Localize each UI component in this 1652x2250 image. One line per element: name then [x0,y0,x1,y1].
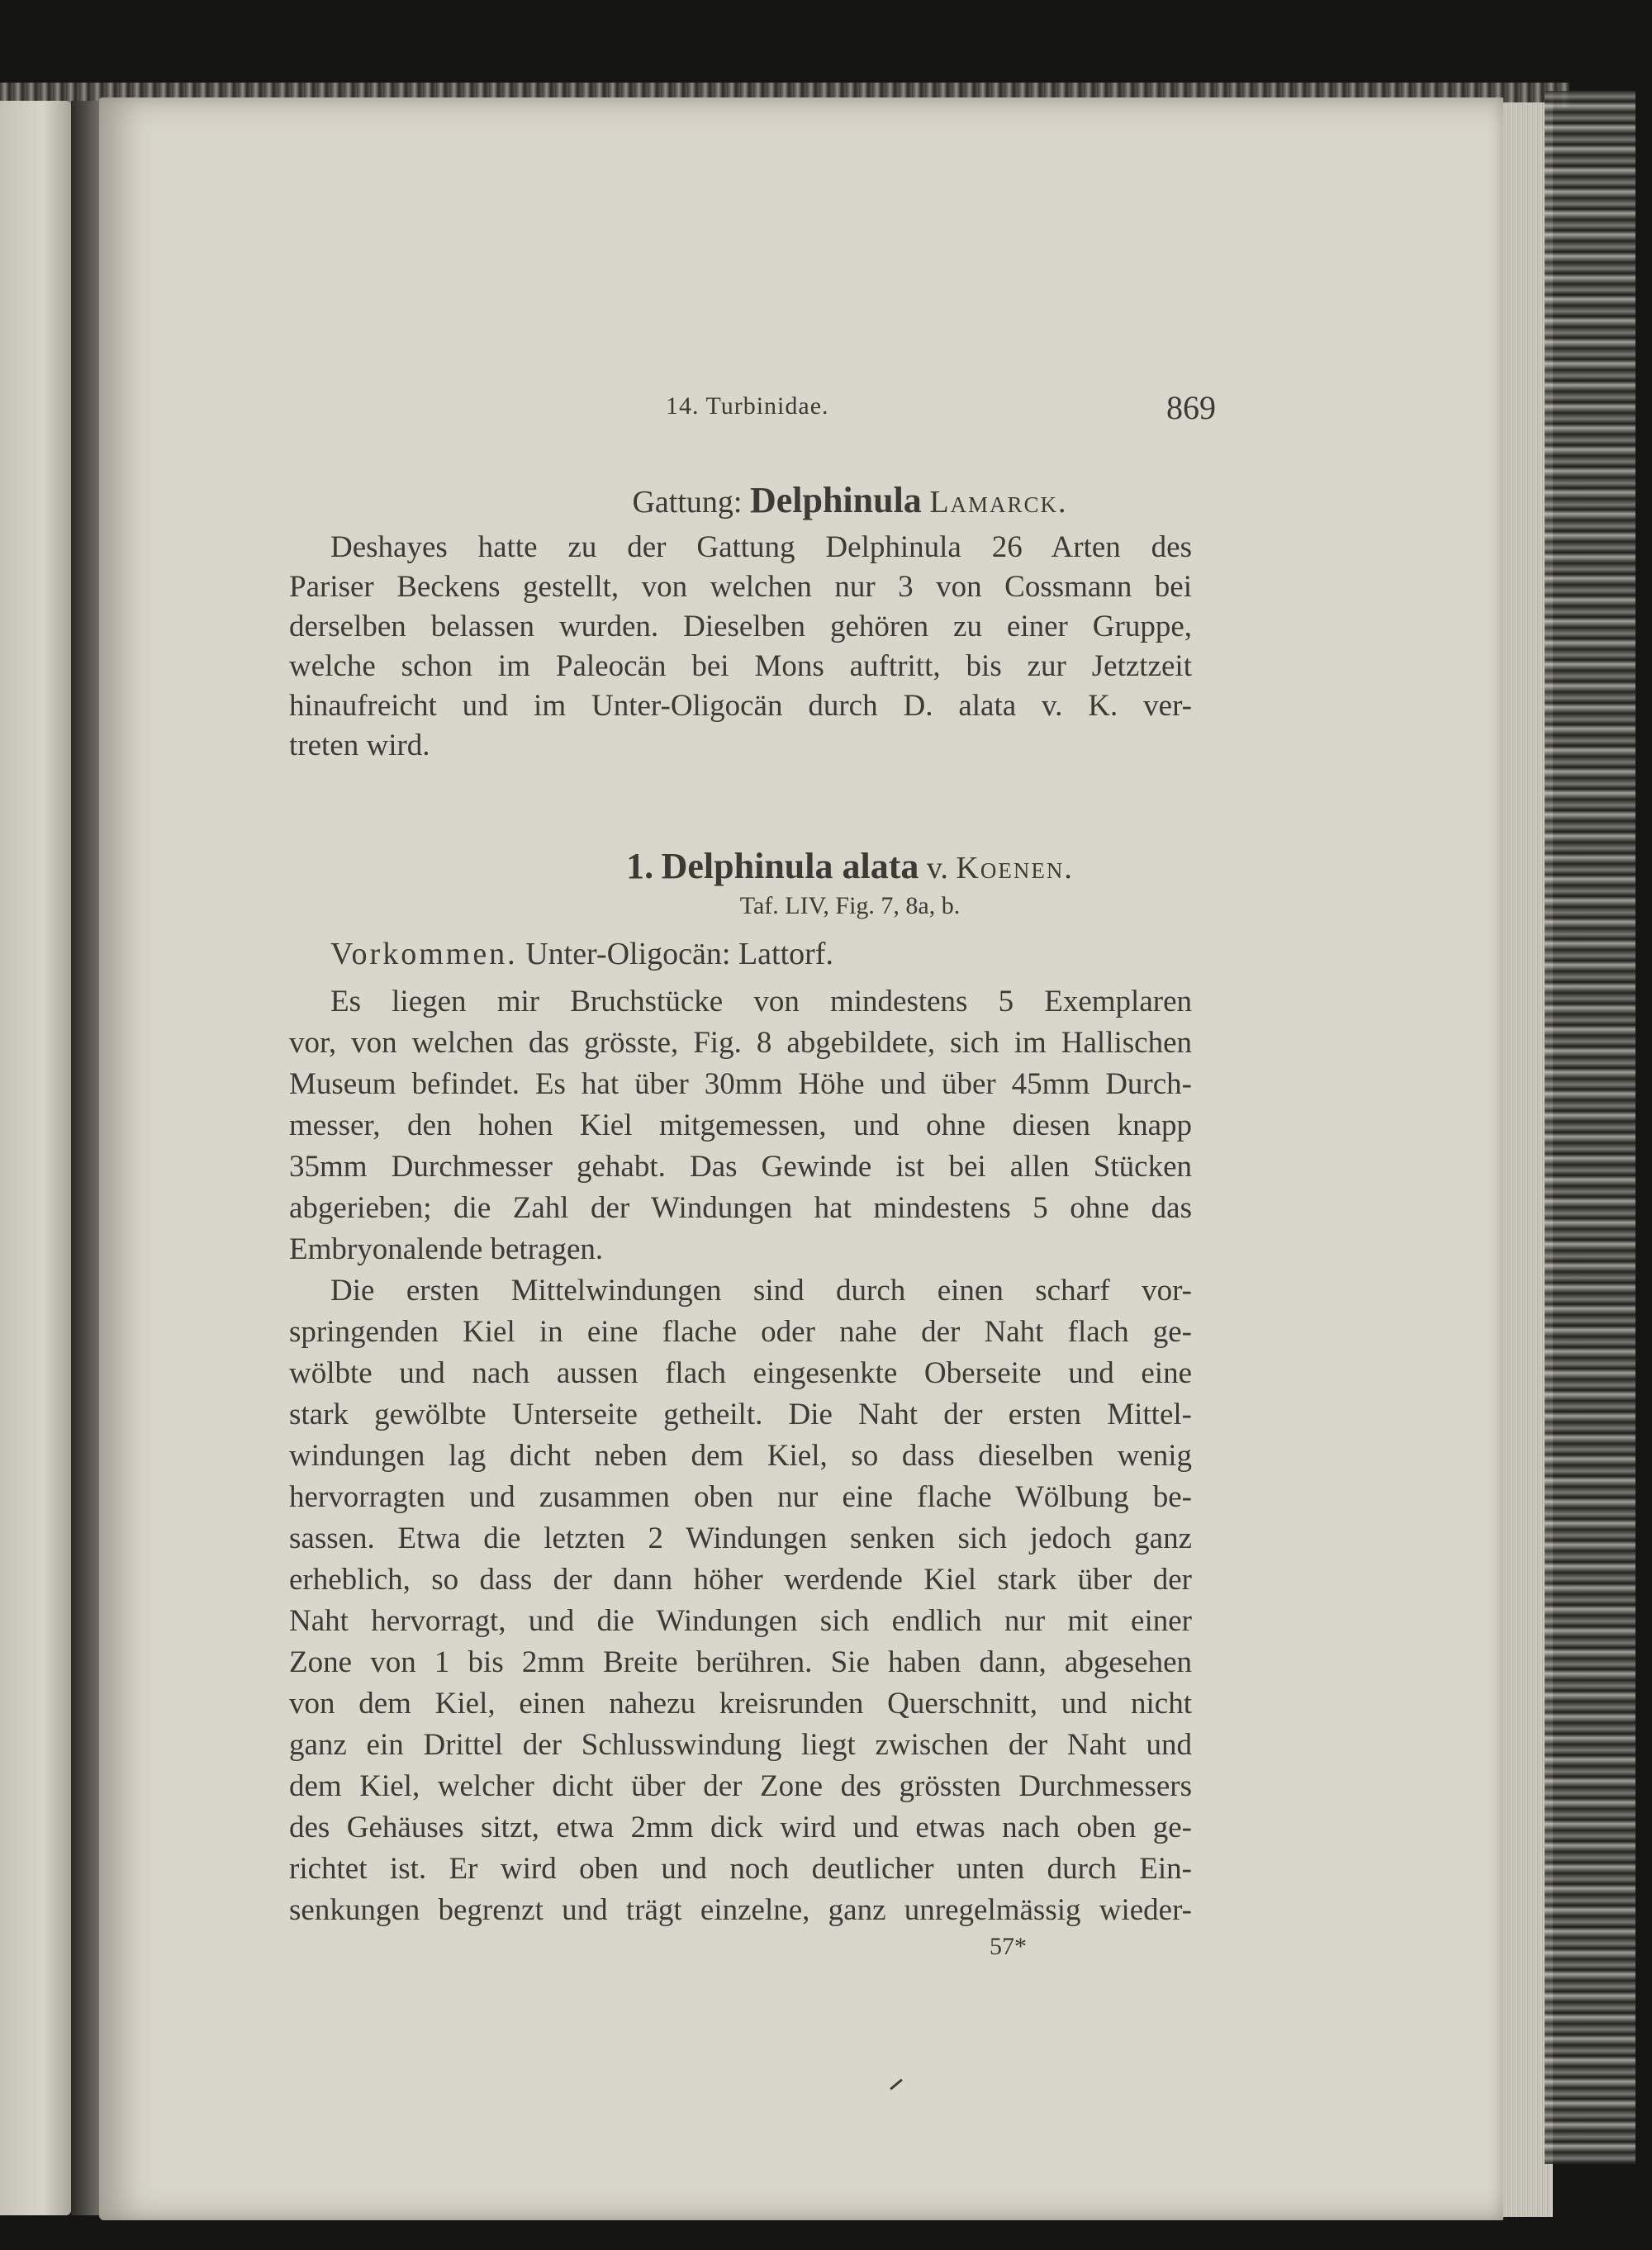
text-line: stark gewölbte Unterseite getheilt. Die Naht der ersten Mittel- [289,1398,1192,1431]
text-line: windungen lag dicht neben dem Kiel, so dass dieselben wenig [289,1439,1192,1473]
species-number: 1. [626,846,654,886]
text-line: richtet ist. Er wird oben und noch deutlicher unten durch Ein- [289,1852,1192,1886]
genus-prefix: Gattung: [632,485,743,520]
text-line: Zone von 1 bis 2mm Breite berühren. Sie haben dann, abgesehen [289,1645,1192,1679]
text-line: Museum befindet. Es hat über 30mm Höhe und über 45mm Durch- [289,1067,1192,1101]
text-line: von dem Kiel, einen nahezu kreisrunden Querschnitt, und nicht [289,1687,1192,1721]
text-line: wölbte und nach aussen flach eingesenkte Oberseite und eine [289,1356,1192,1390]
text-line: messer, den hohen Kiel mitgemessen, und ohne diesen knapp [289,1108,1192,1142]
occurrence-line [330,936,833,972]
signature-mark: 57* [990,1933,1027,1960]
genus-heading [0,479,1652,521]
text-line: ganz ein Drittel der Schlusswindung liegt zwischen der Naht und [289,1728,1192,1762]
text-line: hinaufreicht und im Unter-Oligocän durch D. alata v. K. ver- [289,689,1192,723]
species-author: Koenen. [956,851,1074,885]
text-line: Pariser Beckens gestellt, von welchen nur 3 von Cossmann bei [289,570,1192,604]
text-line: senkungen begrenzt und trägt einzelne, ganz unregelmässig wieder- [289,1893,1192,1927]
book-gutter [71,101,99,2215]
text-line: 35mm Durchmesser gehabt. Das Gewinde ist bei allen Stücken [289,1150,1192,1184]
text-line: erheblich, so dass der dann höher werdende Kiel stark über der [289,1563,1192,1597]
text-line: sassen. Etwa die letzten 2 Windungen senken sich jedoch ganz [289,1521,1192,1555]
genus-author: Lamarck. [929,485,1068,520]
text-line: Embryonalende betragen. [289,1232,604,1266]
text-line: des Gehäuses sitzt, etwa 2mm dick wird und etwas nach oben ge- [289,1811,1192,1844]
occurrence-value: Unter-Oligocän: Lattorf. [525,937,833,971]
text-line: Naht hervorragt, und die Windungen sich endlich nur mit einer [289,1604,1192,1638]
text-line: Es liegen mir Bruchstücke von mindestens 5 Exemplaren [330,985,1192,1018]
text-line: Die ersten Mittelwindungen sind durch einen scharf vor- [330,1274,1192,1308]
species-heading [0,845,1652,887]
running-head: 14. Turbinidae. [666,392,829,420]
plate-reference: Taf. LIV, Fig. 7, 8a, b. [739,892,961,919]
text-line: welche schon im Paleocän bei Mons auftritt, bis zur Jetztzeit [289,649,1192,683]
text-line: abgerieben; die Zahl der Windungen hat mindestens 5 ohne das [289,1191,1192,1225]
text-line: Deshayes hatte zu der Gattung Delphinula 26 Arten des [330,530,1192,564]
facing-page-edge [0,101,71,2215]
text-line: treten wird. [289,729,430,762]
book-cover-edge [1545,91,1635,2164]
genus-name: Delphinula [749,480,922,520]
species-author-prefix: v. [926,851,948,885]
text-line: vor, von welchen das grösste, Fig. 8 abgebildete, sich im Hallischen [289,1026,1192,1060]
text-line: dem Kiel, welcher dicht über der Zone des grössten Durchmessers [289,1769,1192,1803]
text-line: hervorragten und zusammen oben nur eine flache Wölbung be- [289,1480,1192,1514]
text-line: derselben belassen wurden. Dieselben gehören zu einer Gruppe, [289,610,1192,643]
occurrence-label: Vorkommen. [330,937,518,971]
species-name: Delphinula alata [661,846,919,886]
text-line: springenden Kiel in eine flache oder nahe der Naht flach ge- [289,1315,1192,1349]
page-number: 869 [1166,389,1216,426]
